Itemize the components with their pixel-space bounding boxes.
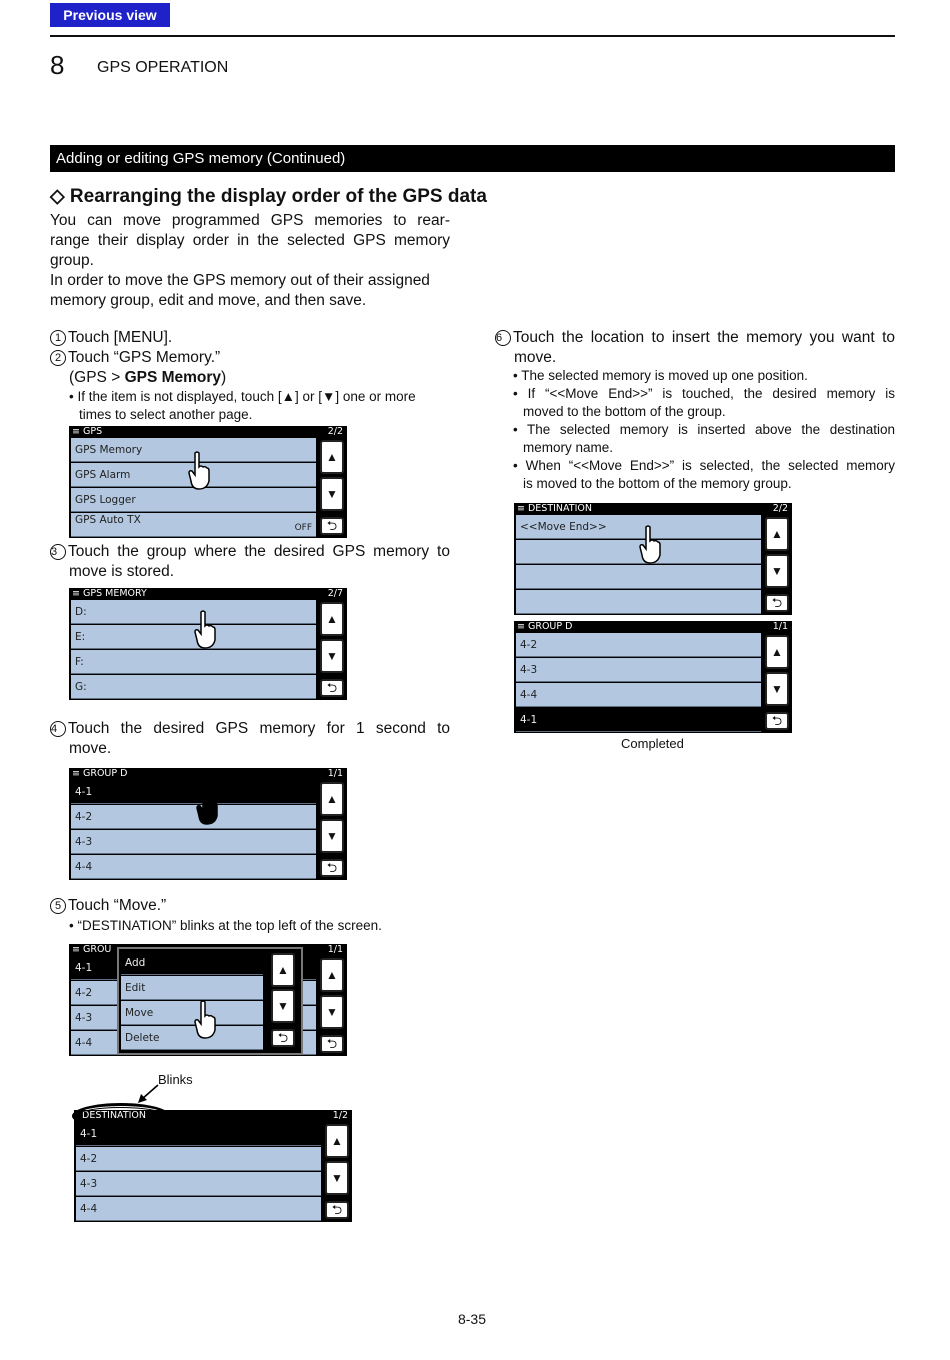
- list-item[interactable]: E:: [71, 625, 316, 649]
- down-button[interactable]: ▼: [765, 554, 789, 588]
- list-item[interactable]: <<Move End>>: [516, 515, 761, 539]
- intro-line: range their display order in the selected GPS memory: [50, 232, 450, 249]
- setting-value: OFF: [294, 523, 312, 533]
- screen-title: DESTINATION 1/2: [82, 1110, 348, 1121]
- bullet: • The selected memory is moved up one position.: [513, 368, 808, 383]
- step-text: Touch the desired GPS memory for 1 second to: [68, 720, 450, 737]
- menu-item-delete[interactable]: Delete: [121, 1026, 263, 1050]
- up-button[interactable]: ▲: [765, 635, 789, 669]
- list-item[interactable]: GPS Alarm: [71, 463, 316, 487]
- list-item[interactable]: 4-4: [71, 1031, 316, 1055]
- step-number: 1: [50, 330, 66, 346]
- menu-item-edit[interactable]: Edit: [121, 976, 263, 1000]
- back-button[interactable]: ⮌: [765, 594, 789, 612]
- finger-pointer-icon: [187, 451, 211, 491]
- bullet-cont: is moved to the bottom of the memory group.: [523, 476, 792, 491]
- list-item[interactable]: GPS Logger: [71, 488, 316, 512]
- step-text: Touch [MENU].: [68, 329, 173, 346]
- highlight-ellipse-inner: [76, 1107, 166, 1125]
- bullet: • “DESTINATION” blinks at the top left of the screen.: [69, 918, 382, 933]
- up-button[interactable]: ▲: [320, 782, 344, 816]
- screen-title: ≡ GROUP D 1/1: [517, 621, 788, 632]
- list-item[interactable]: G:: [71, 675, 316, 699]
- page-indicator: 2/2: [772, 503, 788, 514]
- up-button[interactable]: ▲: [320, 958, 344, 992]
- popup-up-button[interactable]: ▲: [271, 953, 295, 987]
- list-item-selected[interactable]: 4-1: [516, 708, 761, 732]
- menu-path: [69, 368, 226, 388]
- step-4: [50, 719, 450, 759]
- screen-gps: [69, 426, 347, 538]
- list-item[interactable]: [516, 565, 761, 589]
- arrow-icon: [136, 1082, 162, 1104]
- section-bar: Adding or editing GPS memory (Continued): [50, 145, 895, 172]
- finger-pointer-icon: [193, 1000, 217, 1040]
- list-item[interactable]: 4-4: [71, 855, 316, 879]
- down-button[interactable]: ▼: [325, 1161, 349, 1195]
- step-text-cont: move.: [69, 740, 112, 757]
- step-text-cont: move is stored.: [69, 563, 175, 580]
- list-item[interactable]: 4-4: [516, 683, 761, 707]
- screen-title: ≡ GPS MEMORY 2/7: [72, 588, 343, 599]
- screen-title: ≡ DESTINATION 2/2: [517, 503, 788, 514]
- step-2: [50, 348, 220, 368]
- page-number: 8-35: [457, 1311, 487, 1327]
- step-3: [50, 542, 450, 582]
- step-text: Touch the location to insert the memory you want to: [513, 329, 895, 346]
- down-button[interactable]: ▼: [320, 995, 344, 1029]
- bullet-cont: memory name.: [523, 440, 614, 455]
- path-prefix: (GPS >: [69, 369, 125, 386]
- list-item[interactable]: GPS Auto TX OFF: [71, 513, 316, 537]
- screen-group-menu: [69, 944, 347, 1056]
- chapter-number: 8: [50, 50, 65, 80]
- down-button[interactable]: ▼: [320, 477, 344, 511]
- path-suffix: ): [221, 369, 227, 386]
- caption-blinks: Blinks: [158, 1072, 193, 1087]
- down-button[interactable]: ▼: [320, 639, 344, 673]
- menu-item-add[interactable]: Add: [121, 951, 263, 975]
- finger-pointer-icon: [193, 610, 217, 650]
- list-item[interactable]: [516, 590, 761, 614]
- step-text: Touch “GPS Memory.”: [68, 349, 221, 366]
- bullet: • The selected memory is inserted above the destination: [513, 422, 895, 437]
- up-button[interactable]: ▲: [320, 602, 344, 636]
- list-item[interactable]: D:: [71, 600, 316, 624]
- intro-line: You can move programmed GPS memories to rear-: [50, 212, 450, 229]
- list-item[interactable]: F:: [71, 650, 316, 674]
- path-bold: GPS Memory: [124, 369, 222, 386]
- back-button[interactable]: ⮌: [320, 517, 344, 535]
- back-button[interactable]: ⮌: [320, 1035, 344, 1053]
- back-button[interactable]: ⮌: [320, 679, 344, 697]
- list-item-selected[interactable]: 4-1: [76, 1122, 321, 1146]
- list-item-selected[interactable]: 4-1: [71, 956, 316, 980]
- intro-line: memory group, edit and move, and then save.: [50, 292, 367, 309]
- step-6: [495, 328, 895, 368]
- bullet: • If “<<Move End>>” is touched, the desired memory is: [513, 386, 895, 401]
- page-indicator: 1/1: [327, 944, 343, 955]
- up-button[interactable]: ▲: [765, 517, 789, 551]
- list-item[interactable]: 4-2: [71, 981, 316, 1005]
- list-item[interactable]: 4-2: [71, 805, 316, 829]
- down-button[interactable]: ▼: [320, 819, 344, 853]
- bullet-cont: times to select another page.: [79, 407, 253, 422]
- down-button[interactable]: ▼: [765, 672, 789, 706]
- screen-title: ≡ GPS 2/2: [72, 426, 343, 437]
- chapter-title: GPS OPERATION: [97, 59, 229, 76]
- previous-view-button[interactable]: Previous view: [50, 3, 170, 27]
- list-item[interactable]: 4-3: [71, 830, 316, 854]
- diamond-icon: ◇: [50, 186, 65, 207]
- screen-title: ≡ GROUP D 1/1: [72, 768, 343, 779]
- screen-title: ≡ GROU 1/1: [72, 944, 343, 955]
- caption-completed: Completed: [621, 736, 684, 751]
- page-indicator: 2/7: [327, 588, 343, 599]
- popup-down-button[interactable]: ▼: [271, 989, 295, 1023]
- page-indicator: 1/2: [332, 1110, 348, 1121]
- subheading: [50, 185, 487, 208]
- popup-back-button[interactable]: ⮌: [271, 1029, 295, 1047]
- step-6-bullets: [513, 367, 895, 493]
- step-number: 6: [495, 330, 511, 346]
- page-indicator: 2/2: [327, 426, 343, 437]
- list-item[interactable]: 4-3: [76, 1172, 321, 1196]
- list-item[interactable]: GPS Memory: [71, 438, 316, 462]
- intro-line: In order to move the GPS memory out of their assigned: [50, 272, 430, 289]
- intro-line: group.: [50, 252, 94, 269]
- step-number: 2: [50, 350, 66, 366]
- list-item[interactable]: 4-2: [76, 1147, 321, 1171]
- step-1: [50, 328, 172, 348]
- page-indicator: 1/1: [327, 768, 343, 779]
- intro-paragraph: [50, 211, 450, 311]
- screen-group-d: [69, 768, 347, 880]
- screen-gps-memory: [69, 588, 347, 700]
- list-item[interactable]: 4-2: [516, 633, 761, 657]
- step-number: 5: [50, 898, 66, 914]
- step-5: [50, 896, 166, 916]
- step-text: Touch “Move.”: [68, 897, 167, 914]
- page-indicator: 1/1: [772, 621, 788, 632]
- subheading-text: Rearranging the display order of the GPS data: [69, 186, 487, 207]
- step-text-cont: move.: [514, 349, 557, 366]
- back-button[interactable]: ⮌: [325, 1201, 349, 1219]
- screen-group-d-completed: [514, 621, 792, 733]
- step-number: 3: [50, 544, 66, 560]
- list-item[interactable]: 4-3: [516, 658, 761, 682]
- bullet-cont: moved to the bottom of the group.: [523, 404, 726, 419]
- back-button[interactable]: ⮌: [765, 712, 789, 730]
- step-number: 4: [50, 721, 66, 737]
- back-button[interactable]: ⮌: [320, 859, 344, 877]
- list-item[interactable]: 4-4: [76, 1197, 321, 1221]
- finger-pointer-icon: [195, 786, 219, 826]
- up-button[interactable]: ▲: [320, 440, 344, 474]
- finger-pointer-icon: [638, 525, 662, 565]
- bullet: • If the item is not displayed, touch [▲] or [▼] one or more: [69, 389, 416, 404]
- up-button[interactable]: ▲: [325, 1124, 349, 1158]
- list-item[interactable]: 4-3: [71, 1006, 316, 1030]
- step-text: Touch the group where the desired GPS memory to: [68, 543, 450, 560]
- header-rule: [50, 35, 895, 37]
- screen-destination-2: [514, 503, 792, 615]
- bullet: • When “<<Move End>>” is selected, the selected memory: [513, 458, 895, 473]
- menu-item-move[interactable]: Move: [121, 1001, 263, 1025]
- list-item-selected[interactable]: 4-1: [71, 780, 316, 804]
